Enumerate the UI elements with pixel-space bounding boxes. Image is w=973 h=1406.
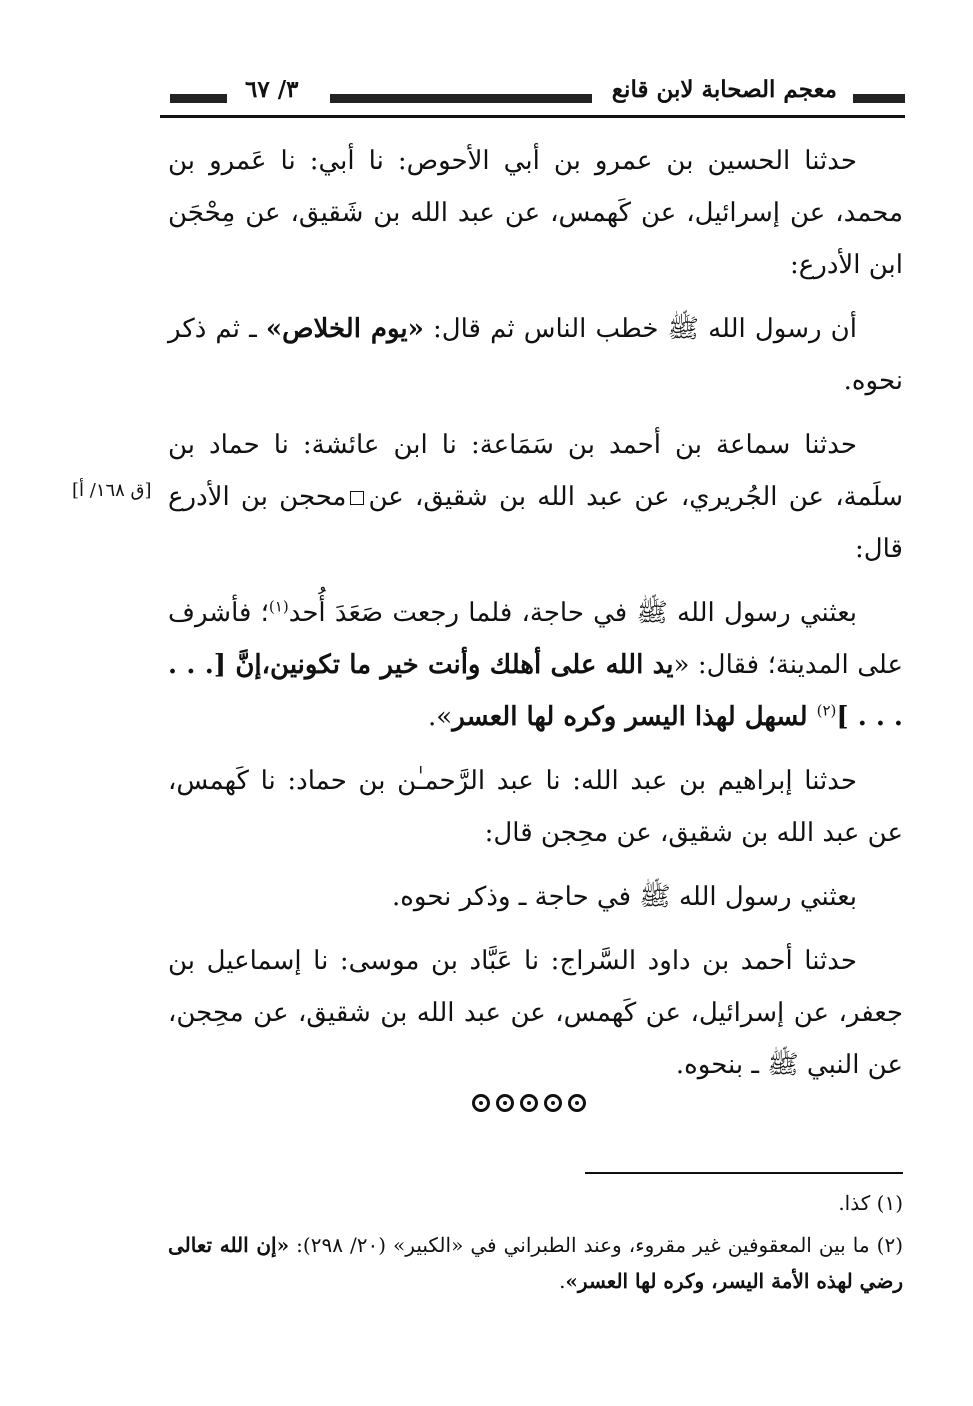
header-ornament-middle [330,94,592,103]
paragraph-hadith-2 [168,587,903,743]
paragraph-text: حدثنا أحمد بن داود السَّراج: نا عَبَّاد بن موسى: نا إسماعيل بن جعفر، عن إسرائيل، عن كَهمس، عن عبد الله بن شقيق، عن محِجن، عن النبي ﷺ ـ بنحوه. [168,946,903,1080]
paragraph-text: حدثنا الحسين بن عمرو بن أبي الأحوص: نا أبي: نا عَمرو بن محمد، عن إسرائيل، عن كَهمس، عن عبد الله بن شَقيق، عن مِحْجَن ابن الأدرع: [168,146,903,280]
footnote-quote: «إن الله تعالى رضي لهذه الأمة اليسر، وكره لها العسر» [168,1233,903,1293]
paragraph-text: حدثنا إبراهيم بن عبد الله: نا عبد الرَّحمـٰن بن حماد: نا كَهمس، عن عبد الله بن شقيق، عن محِجن قال: [168,766,903,848]
header-rule [160,115,905,118]
paragraph-text: بعثني رسول الله ﷺ في حاجة ـ وذكر نحوه. [392,882,857,912]
section-divider [472,1094,602,1116]
paragraph-hadith-1 [168,303,903,407]
paragraph-isnad-3 [168,755,903,859]
paragraph-hadith-3 [168,871,903,923]
running-header [155,70,905,110]
header-ornament-right [853,94,905,103]
paragraph-text: حدثنا سماعة بن أحمد بن سَمَاعة: نا ابن عائشة: نا حماد بن سلَمة، عن الجُريري، عن عبد الله بن شقيق، عن [168,430,903,512]
footnote-2 [168,1227,903,1299]
paragraph-text: ؛ فأشرف على المدينة؛ فقال: « [168,598,903,680]
paragraph-text: محجن بن الأدرع قال: [168,482,903,564]
paragraph-isnad-4 [168,935,903,1091]
paragraph-text: ـ ثم ذكر نحوه. [168,314,903,396]
footnote-number: (٢) [876,1233,903,1257]
hadith-quote: يد الله على أهلك وأنت خير ما تكونين،إنَّ [. . . . . . ] [168,650,903,732]
ornament-icon [568,1094,586,1112]
paragraph-text: أن رسول الله ﷺ خطب الناس ثم قال: [423,314,857,344]
paragraph-text: ». [428,702,453,732]
footnote-1 [168,1185,903,1221]
footnote-text: ما بين المعقوفين غير مقروء، وعند الطبراني في «الكبير» (٢٠/ ٢٩٨): [289,1233,870,1257]
ornament-icon [472,1094,490,1112]
paragraph-isnad-2 [168,419,903,575]
book-title: معجم الصحابة لابن قانع [611,76,837,103]
paragraph-text: بعثني رسول الله ﷺ في حاجة، فلما رجعت صَعَدَ أُحد [288,598,857,628]
hadith-quote-cont: لسهل لهذا اليسر وكره لها العسر [452,702,817,732]
footnote-number: (١) [876,1191,903,1215]
footnotes [168,1185,903,1305]
footnote-ref-2[interactable]: (٢) [816,701,837,720]
manuscript-folio-note: [ق ١٦٨/ أ] [72,480,152,501]
folio-marker-icon [350,491,364,505]
ornament-icon [520,1094,538,1112]
ornament-icon [544,1094,562,1112]
ornament-icon [496,1094,514,1112]
hadith-quote: «يوم الخلاص» [265,314,424,344]
footnote-ref-1[interactable]: (١) [268,597,289,616]
footnote-text-end: . [559,1269,566,1293]
page-number: ٣/ ٦٧ [245,76,299,103]
header-ornament-left [170,94,227,103]
footnote-rule [585,1172,903,1174]
footnote-text: كذا. [838,1191,871,1215]
main-text [168,135,903,1103]
paragraph-isnad-1 [168,135,903,291]
